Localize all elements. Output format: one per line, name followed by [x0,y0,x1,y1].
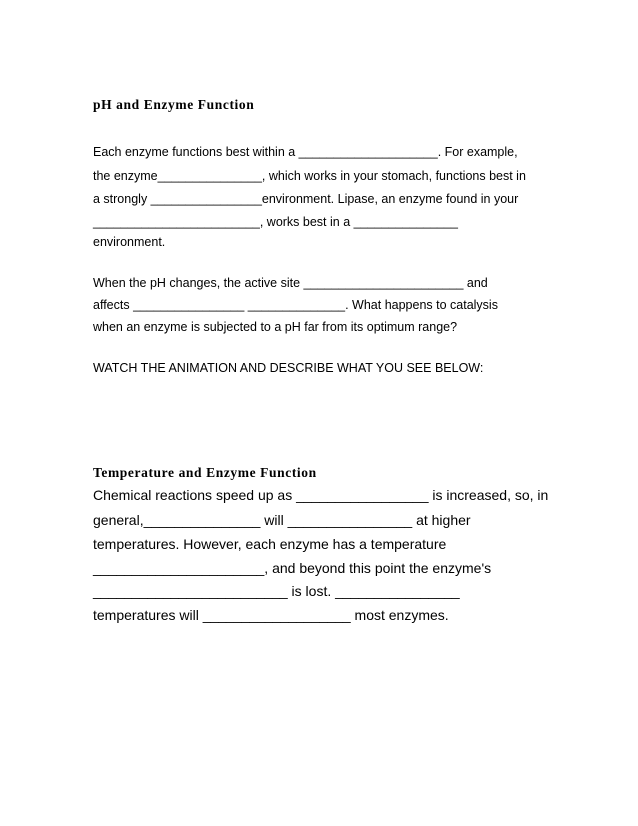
ph-paragraph2-line-2: affects ________________ ______________. What happens to catalysis [93,298,498,312]
temperature-line-4: ______________________, and beyond this point the enzyme's [93,560,492,576]
temperature-line-1: Chemical reactions speed up as _________________ is increased, so, in [93,487,549,503]
ph-paragraph1-line-5: environment. [93,235,166,249]
ph-section-heading: pH and Enzyme Function [93,97,255,112]
ph-paragraph1-line-3: a strongly ________________environment. Lipase, an enzyme found in your [93,192,519,206]
ph-paragraph1-line-2: the enzyme_______________, which works in your stomach, functions best in [93,169,526,183]
ph-paragraph2-line-3: when an enzyme is subjected to a pH far from its optimum range? [93,320,458,334]
ph-instruction: WATCH THE ANIMATION AND DESCRIBE WHAT YOU SEE BELOW: [93,361,484,375]
temperature-line-6: temperatures will ___________________ most enzymes. [93,607,449,623]
temperature-section-heading: Temperature and Enzyme Function [93,465,317,480]
ph-paragraph2-line-1: When the pH changes, the active site _______________________ and [93,276,488,290]
temperature-line-5: _________________________ is lost. ________________ [93,583,460,599]
ph-paragraph1-line-4: ________________________, works best in a _______________ [93,215,458,229]
temperature-line-3: temperatures. However, each enzyme has a temperature [93,536,447,552]
temperature-line-2: general,_______________ will ________________ at higher [93,512,471,528]
ph-paragraph1-line-1: Each enzyme functions best within a ____________________. For example, [93,145,518,159]
